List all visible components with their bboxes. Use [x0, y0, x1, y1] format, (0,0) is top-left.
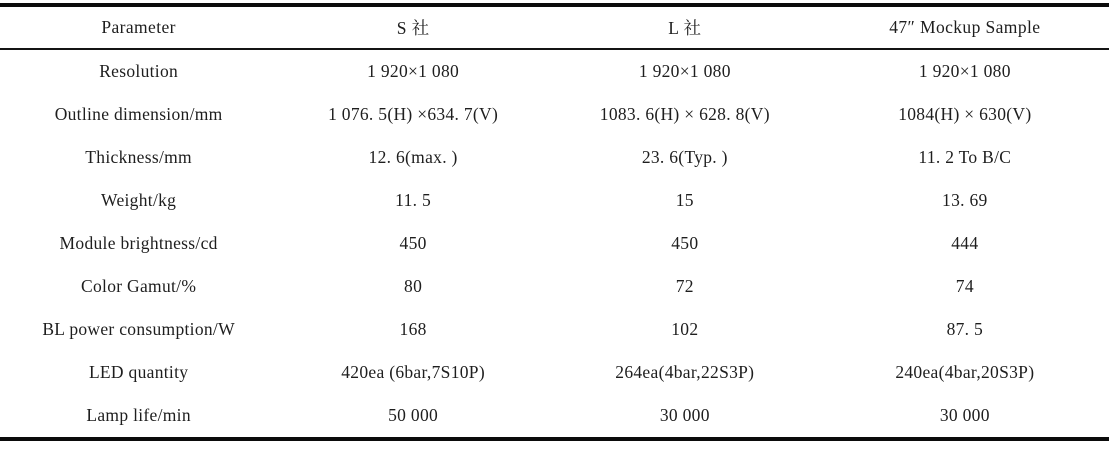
cell-value: 444: [951, 233, 979, 253]
cell-value: 1 920×1 080: [638, 61, 731, 81]
cell-value: 240ea(4bar,20S3P): [895, 362, 1035, 382]
cell-value: 1 076. 5(H) ×634. 7(V): [328, 104, 499, 124]
row-label: Weight/kg: [101, 190, 177, 210]
cell-value: 1 920×1 080: [367, 61, 460, 81]
cell-value: 15: [675, 190, 694, 210]
cell-value: 30 000: [659, 405, 710, 425]
col-header-mockup-sample: 47″ Mockup Sample: [821, 5, 1109, 49]
cell-value: 450: [399, 233, 427, 253]
cell-value: 1084(H) × 630(V): [898, 104, 1032, 124]
cell-value: 12. 6(max. ): [368, 147, 458, 167]
cell-value: 87. 5: [946, 319, 984, 339]
comparison-table: [0, 3, 1109, 441]
table-row-led-quantity: [0, 351, 1109, 394]
cell-value: 1 920×1 080: [918, 61, 1011, 81]
cell-value: 450: [671, 233, 699, 253]
row-label: BL power consumption/W: [42, 319, 235, 339]
cell-value: 102: [671, 319, 699, 339]
table-row-module-brightness: [0, 222, 1109, 265]
table-row-lamp-life: [0, 394, 1109, 439]
col-header-l-company: L 社: [549, 5, 821, 49]
table-row-outline-dimension: [0, 93, 1109, 136]
cell-value: 50 000: [388, 405, 439, 425]
table-row-bl-power-consumption: [0, 308, 1109, 351]
cell-value: 168: [399, 319, 427, 339]
cell-value: 80: [404, 276, 423, 296]
cell-value: 420ea (6bar,7S10P): [341, 362, 485, 382]
row-label: Resolution: [99, 61, 179, 81]
cell-value: 74: [955, 276, 974, 296]
row-label: Lamp life/min: [86, 405, 191, 425]
table-row-thickness: [0, 136, 1109, 179]
row-label: LED quantity: [88, 362, 189, 382]
cell-value: 30 000: [939, 405, 990, 425]
cell-value: 23. 6(Typ. ): [641, 147, 728, 167]
cell-value: 11. 5: [395, 190, 432, 210]
cell-value: 1083. 6(H) × 628. 8(V): [599, 104, 770, 124]
table-row-resolution: [0, 49, 1109, 93]
header-row: [0, 5, 1109, 49]
table-row-weight: [0, 179, 1109, 222]
cell-value: 72: [675, 276, 694, 296]
row-label: Color Gamut/%: [81, 276, 197, 296]
row-label: Module brightness/cd: [59, 233, 218, 253]
row-label: Outline dimension/mm: [54, 104, 223, 124]
col-header-parameter: Parameter: [0, 5, 277, 49]
row-label: Thickness/mm: [85, 147, 192, 167]
cell-value: 13. 69: [942, 190, 988, 210]
col-header-s-company: S 社: [277, 5, 549, 49]
cell-value: 264ea(4bar,22S3P): [615, 362, 755, 382]
table-row-color-gamut: [0, 265, 1109, 308]
cell-value: 11. 2 To B/C: [918, 147, 1012, 167]
